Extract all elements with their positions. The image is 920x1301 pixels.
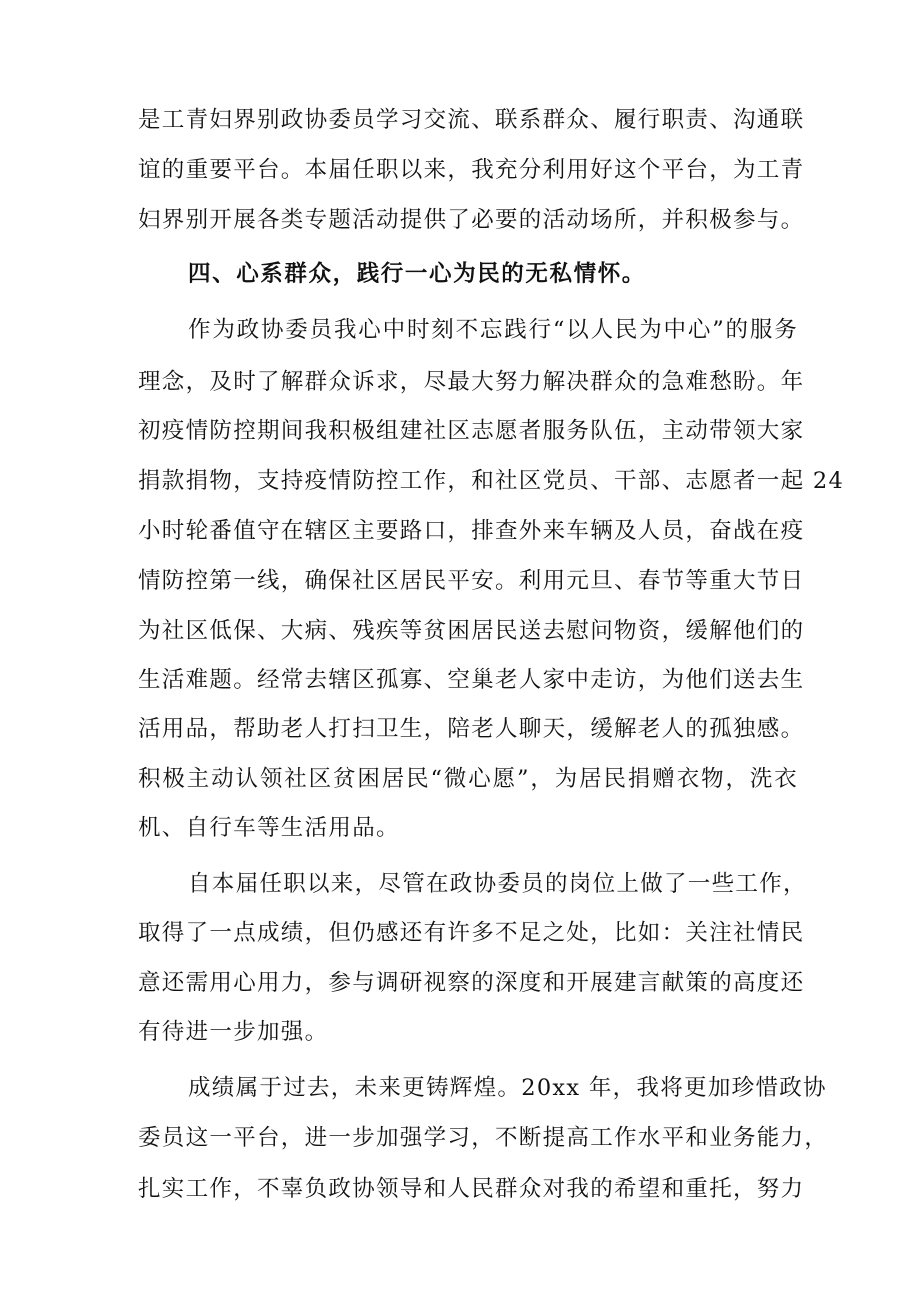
text-line: 委员这一平台，进一步加强学习，不断提高工作水平和业务能力， bbox=[138, 1125, 829, 1151]
text-line: 积极主动认领社区贫困居民“微心愿”，为居民捐赠衣物，洗衣 bbox=[138, 766, 798, 792]
text-line: 谊的重要平台。本届任职以来，我充分利用好这个平台，为工青 bbox=[138, 157, 805, 183]
text-line: 有待进一步加强。 bbox=[138, 1019, 329, 1045]
text-line: 机、自行车等生活用品。 bbox=[138, 815, 400, 841]
text-line: 理念，及时了解群众诉求，尽最大努力解决群众的急难愁盼。年 bbox=[138, 369, 805, 395]
text-line: 取得了一点成绩，但仍感还有许多不足之处，比如：关注社情民 bbox=[138, 920, 805, 946]
text-line: 成绩属于过去，未来更铸辉煌。20xx 年，我将更加珍惜政协 bbox=[188, 1075, 827, 1101]
text-line: 扎实工作，不辜负政协领导和人民群众对我的希望和重托，努力 bbox=[138, 1176, 805, 1202]
text-line: 意还需用心用力，参与调研视察的深度和开展建言献策的高度还 bbox=[138, 970, 805, 996]
text-line: 妇界别开展各类专题活动提供了必要的活动场所，并积极参与。 bbox=[138, 207, 805, 233]
text-line: 是工青妇界别政协委员学习交流、联系群众、履行职责、沟通联 bbox=[138, 107, 805, 133]
text-line: 初疫情防控期间我积极组建社区志愿者服务队伍，主动带领大家 bbox=[138, 418, 805, 444]
text-line: 自本届任职以来，尽管在政协委员的岗位上做了一些工作， bbox=[188, 871, 807, 897]
text-line: 生活难题。经常去辖区孤寡、空巢老人家中走访，为他们送去生 bbox=[138, 667, 805, 693]
text-line: 小时轮番值守在辖区主要路口，排查外来车辆及人员，奋战在疫 bbox=[138, 518, 805, 544]
section-heading: 四、心系群众，践行一心为民的无私情怀。 bbox=[188, 261, 646, 287]
text-line: 情防控第一线，确保社区居民平安。利用元旦、春节等重大节日 bbox=[138, 568, 805, 594]
text-line: 活用品，帮助老人打扫卫生，陪老人聊天，缓解老人的孤独感。 bbox=[138, 716, 805, 742]
text-line: 捐款捐物，支持疫情防控工作，和社区党员、干部、志愿者一起 24 bbox=[138, 468, 845, 494]
text-line: 作为政协委员我心中时刻不忘践行“以人民为中心”的服务 bbox=[188, 317, 798, 343]
text-line: 为社区低保、大病、残疾等贫困居民送去慰问物资，缓解他们的 bbox=[138, 618, 805, 644]
